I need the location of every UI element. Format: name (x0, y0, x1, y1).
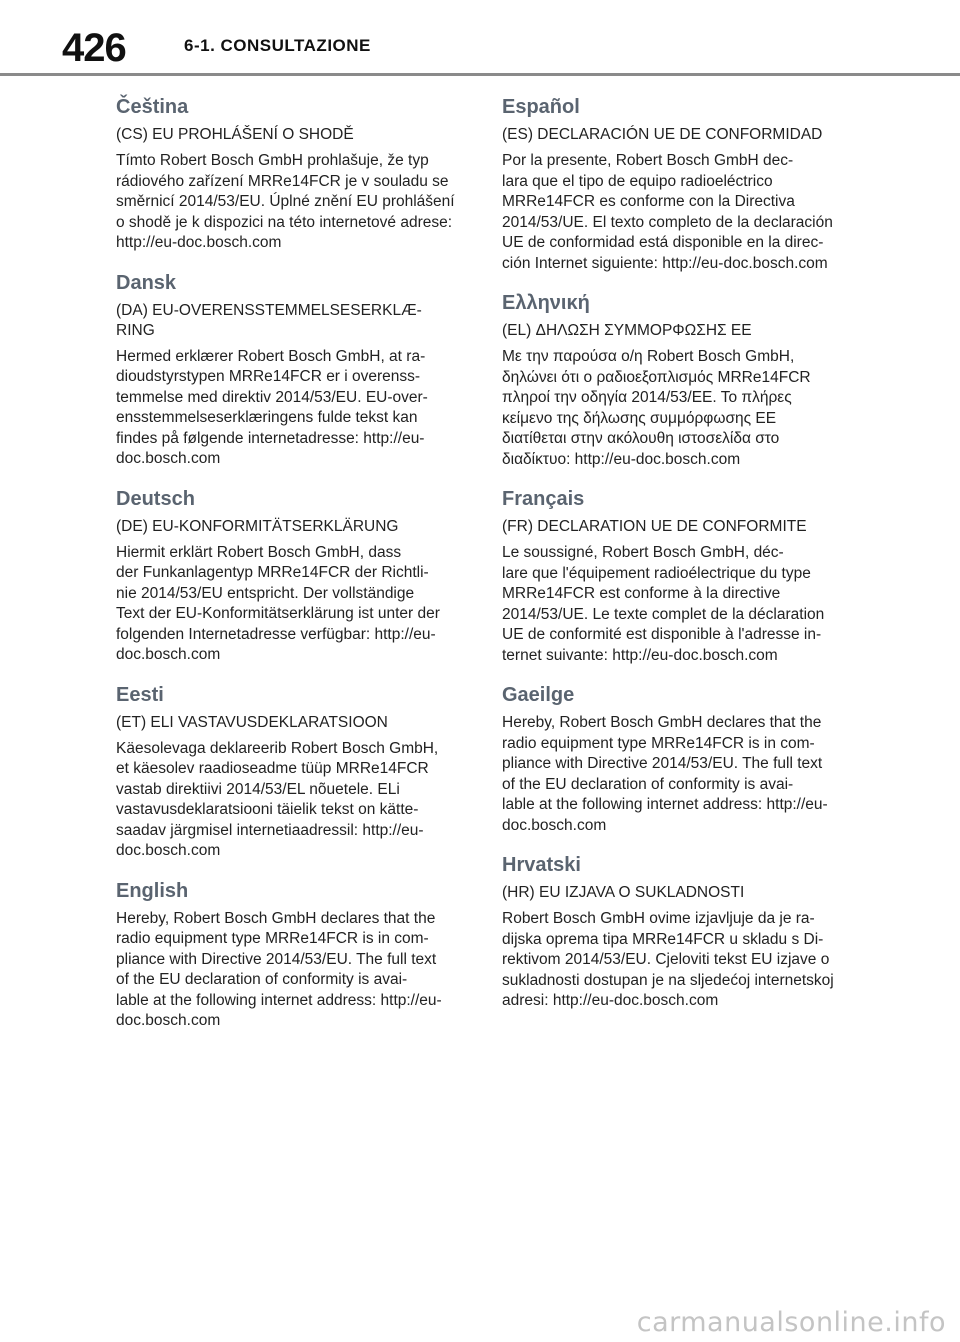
language-heading: Hrvatski (502, 854, 581, 876)
declaration-title: (ES) DECLARACIÓN UE DE CONFORMIDAD (502, 126, 823, 143)
left-column (116, 94, 461, 1048)
watermark-text: carmanualsonline.info (636, 1307, 946, 1338)
language-heading: Français (502, 488, 585, 510)
language-heading: Eesti (116, 683, 164, 706)
lang-block-cs (116, 94, 461, 254)
section-title: 6-1. CONSULTAZIONE (184, 36, 371, 55)
page-number: 426 (62, 26, 126, 70)
lang-block-ga (502, 682, 847, 836)
declaration-text: Με την παρούσα ο/η Robert Bosch GmbH, δηλώνει ότι ο ραδιοεξοπλισμός MRRe14FCR πληροί την οδηγία 2014/53/ΕΕ. Το πλήρες κείμενο της δήλωσης συμμόρφωσης ΕΕ διατίθεται στην ακόλουθη ιστοσελίδα στο διαδίκτυο: http://eu-doc.bosch.com (502, 348, 811, 468)
lang-block-hr (502, 852, 847, 1012)
declaration-title: (CS) EU PROHLÁŠENÍ O SHODĚ (116, 126, 354, 143)
language-heading: Deutsch (116, 487, 195, 510)
language-heading: English (116, 879, 189, 902)
lang-block-et (116, 682, 461, 862)
declaration-title: (HR) EU IZJAVA O SUKLADNOSTI (502, 884, 745, 901)
page-header (0, 0, 960, 74)
declaration-text: Le soussigné, Robert Bosch GmbH, déc- lare que l'équipement radioélectrique du type MRRe14FCR est conforme à la directive 2014/53/UE. Le texte complet de la déclaration UE de conformité est disponible à l'adresse in- ternet suivante: http://eu-doc.bosch.com (502, 544, 825, 664)
language-heading: Dansk (116, 271, 177, 294)
language-heading: Español (502, 96, 580, 118)
header-divider (0, 73, 960, 76)
right-column (502, 94, 847, 1028)
lang-block-el (502, 290, 847, 470)
declaration-title: (DE) EU-KONFORMITÄTSERKLÄRUNG (116, 517, 399, 535)
declaration-text: Hiermit erklärt Robert Bosch GmbH, dass der Funkanlagentyp MRRe14FCR der Richtli- nie 2014/53/EU entspricht. Der vollständige Text der EU-Konformitätserklärung ist unter der folgenden Internetadresse verfügbar: http://eu- doc.bosch.com (116, 543, 440, 663)
declaration-text: Käesolevaga deklareerib Robert Bosch GmbH, et käesolev raadioseadme tüüp MRRe14FCR vastab direktiivi 2014/53/EL nõuetele. ELi vastavusdeklaratsiooni täielik tekst on kätte- saadav järgmisel internetiaadressil: http://eu- doc.bosch.com (116, 739, 439, 859)
declaration-title: (ET) ELI VASTAVUSDEKLARATSIOON (116, 713, 388, 731)
lang-block-de (116, 486, 461, 666)
declaration-text: Hereby, Robert Bosch GmbH declares that the radio equipment type MRRe14FCR is in com- pliance with Directive 2014/53/EU. The full text of the EU declaration of conformity is avai- lable at the following internet address: http://eu- doc.bosch.com (502, 714, 828, 834)
declaration-text: Tímto Robert Bosch GmbH prohlašuje, že typ rádiového zařízení MRRe14FCR je v souladu se směrnicí 2014/53/EU. Úplné znění EU prohlášení o shodě je k dispozici na této internetové adrese: http://eu-doc.bosch.com (116, 152, 455, 251)
declaration-text: Robert Bosch GmbH ovime izjavljuje da je ra- dijska oprema tipa MRRe14FCR u skladu s Di- rektivom 2014/53/EU. Cjeloviti tekst EU izjave o sukladnosti dostupan je na sljedećoj internetskoj adresi: http://eu-doc.bosch.com (502, 910, 834, 1009)
language-heading: Ελληνική (502, 292, 590, 314)
language-heading: Gaeilge (502, 684, 575, 706)
declaration-title: (DA) EU-OVERENSSTEMMELSESERKLÆ- RING (116, 301, 422, 339)
lang-block-en (116, 878, 461, 1032)
lang-block-fr (502, 486, 847, 666)
declaration-text: Por la presente, Robert Bosch GmbH dec- lara que el tipo de equipo radioeléctrico MRRe14FCR es conforme con la Directiva 2014/53/UE. El texto completo de la declaración UE de conformidad está disponible en la direc- ción Internet siguiente: http://eu-doc.bosch.com (502, 152, 833, 272)
language-heading: Čeština (116, 96, 189, 118)
declaration-title: (EL) ΔΗΛΩΣΗ ΣΥΜΜΟΡΦΩΣΗΣ ΕΕ (502, 322, 752, 339)
declaration-text: Hermed erklærer Robert Bosch GmbH, at ra- dioudstyrstypen MRRe14FCR er i overenss- temmelse med direktiv 2014/53/EU. EU-over- ensstemmelseserklæringens fulde tekst kan findes på følgende internetadresse: http://eu- doc.bosch.com (116, 347, 428, 467)
lang-block-es (502, 94, 847, 274)
declaration-title: (FR) DECLARATION UE DE CONFORMITE (502, 518, 807, 535)
declaration-text: Hereby, Robert Bosch GmbH declares that the radio equipment type MRRe14FCR is in com- pliance with Directive 2014/53/EU. The full text of the EU declaration of conformity is avai- lable at the following internet address: http://eu- doc.bosch.com (116, 909, 442, 1029)
lang-block-da (116, 270, 461, 470)
